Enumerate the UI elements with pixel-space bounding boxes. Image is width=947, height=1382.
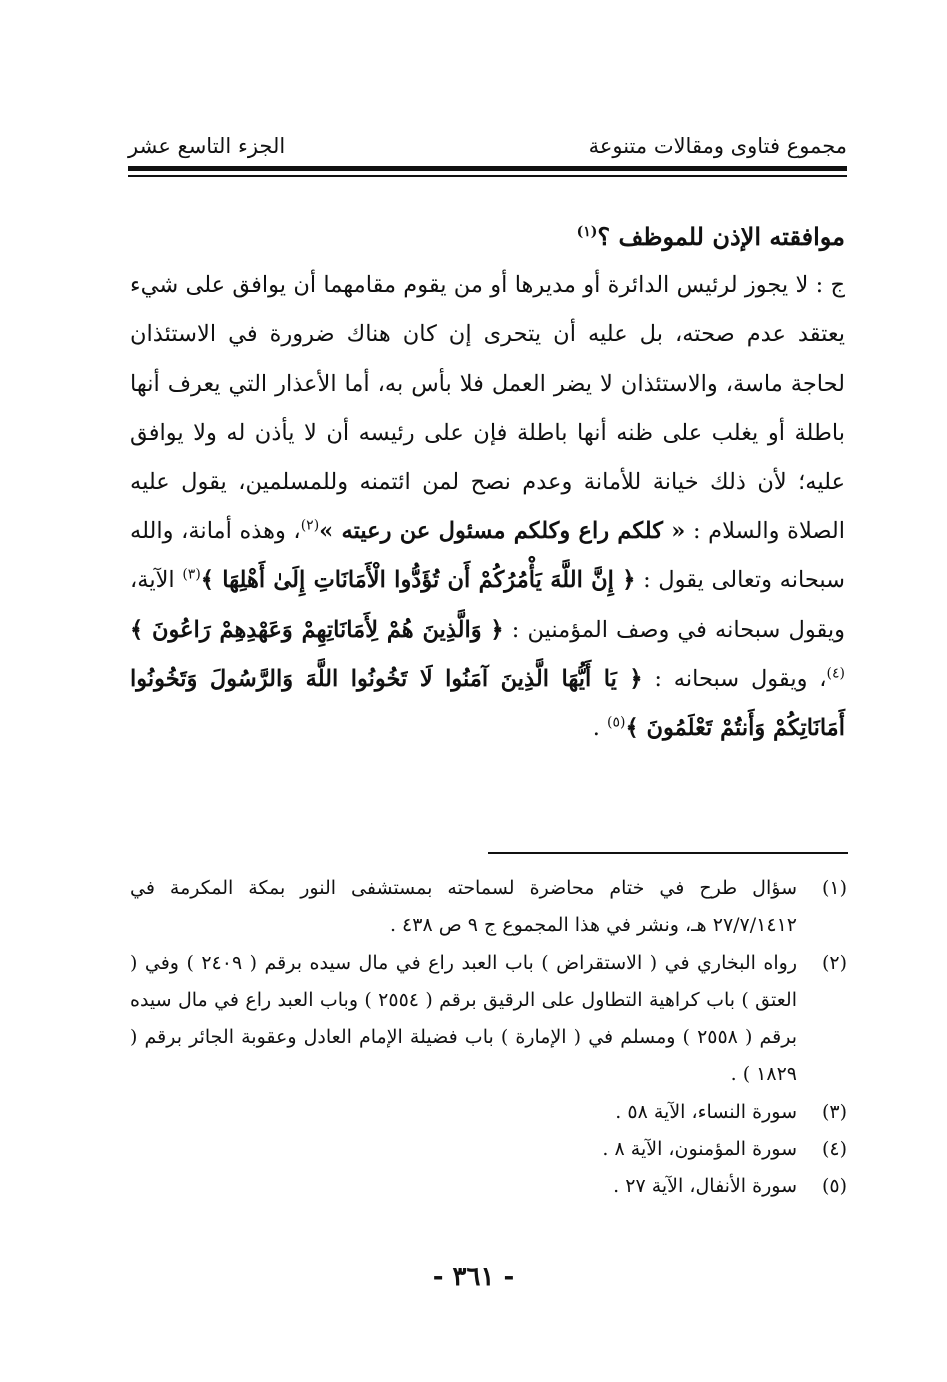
question-text: موافقته الإذن للموظف ؟ [597, 222, 845, 251]
answer-end: . [592, 715, 608, 742]
hadith-quote: « كلكم راع وكلكم مسئول عن رعيته » [319, 518, 686, 545]
footnote-text: رواه البخاري في ( الاستقراض ) باب العبد راع في مال سيده برقم ( ٢٤٠٩ ) وفي ( العتق ) باب كراهية التطاول على الرقيق برقم ( ٢٥٥٤ ) وباب العبد راع في مال سيده برقم ( ٢٥٥٨ ) ومسلم في ( الإمارة ) باب فضيلة الإمام العادل وعقوبة الجائر برقم ( ١٨٢٩ ) . [130, 951, 797, 1086]
header-rule-thin [128, 175, 847, 177]
footnote-ref-3: (٣) [182, 566, 201, 583]
running-header [128, 118, 847, 158]
ayah-1: ﴿ إِنَّ اللَّهَ يَأْمُرُكُمْ أَن تُؤَدُّوا الْأَمَانَاتِ إِلَىٰ أَهْلِهَا ﴾ [200, 567, 636, 594]
answer-part-2: ، وهذه أمانة، والله سبحانه وتعالى يقول : [130, 518, 845, 594]
footnote-ref-1: (١) [576, 224, 598, 240]
footnote-ref-2: (٢) [300, 517, 320, 534]
footnote-number: (١) [821, 877, 847, 899]
footnote-text: سورة الأنفال، الآية ٢٧ . [613, 1175, 797, 1198]
footnote-item [130, 1168, 847, 1205]
footnote-text: سورة المؤمنون، الآية ٨ . [602, 1138, 797, 1161]
footnote-item [130, 945, 847, 1094]
footnote-ref-5: (٥) [607, 714, 626, 731]
ayah-3: ﴿ يَا أَيُّهَا الَّذِينَ آمَنُوا لَا تَخُونُوا اللَّهَ وَالرَّسُولَ وَتَخُونُوا أَمَانَاتِكُمْ وَأَنتُمْ تَعْلَمُونَ ﴾ [130, 665, 845, 742]
answer-part-1: ج : لا يجوز لرئيس الدائرة أو مديرها أو من يقوم مقامهما أن يوافق على شيء يعتقد عدم صحته، بل عليه أن يتحرى إن كان هناك ضرورة في الاستئذان لحاجة ماسة، والاستئذان لا يضر العمل فلا بأس به، أما الأعذار التي يعرف أنها باطلة أو يغلب على ظنه أنها باطلة فإن على رئيسه أن لا يأذن له ولا يوافق عليه؛ لأن ذلك خيانة للأمانة وعدم نصح لمن ائتمنه وللمسلمين، يقول عليه الصلاة والسلام : [130, 272, 845, 545]
footnote-number: (٥) [821, 1175, 847, 1198]
footnote-item [130, 1131, 847, 1168]
footnote-number: (٤) [821, 1138, 847, 1161]
footnote-separator [488, 852, 848, 854]
footnote-item [130, 1094, 847, 1131]
question-heading [130, 212, 845, 261]
ayah-2: ﴿ وَالَّذِينَ هُمْ لِأَمَانَاتِهِمْ وَعَهْدِهِمْ رَاعُونَ ﴾ [130, 616, 504, 643]
footnote-text: سؤال طرح في ختام محاضرة لسماحته بمستشفى النور بمكة المكرمة في ٢٧/٧/١٤١٢ هـ، ونشر في هذا المجموع ج ٩ ص ٤٣٨ . [130, 877, 798, 937]
answer-paragraph [130, 261, 845, 753]
footnote-ref-4: (٤) [826, 665, 846, 682]
part-label: الجزء التاسع عشر [128, 134, 286, 158]
header-rule-thick [128, 166, 847, 171]
book-title: مجموع فتاوى ومقالات متنوعة [588, 134, 847, 158]
footnote-text: سورة النساء، الآية ٥٨ . [615, 1100, 797, 1123]
page-number: - ٣٦١ - [432, 1262, 515, 1292]
footnote-number: (٣) [821, 1100, 847, 1123]
footnotes [130, 870, 847, 1206]
main-text [130, 212, 845, 753]
footnote-item [130, 870, 847, 945]
answer-part-3: الآية، ويقول سبحانه في وصف المؤمنين : [130, 567, 845, 643]
footnote-number: (٢) [821, 951, 847, 974]
answer-part-4: ، ويقول سبحانه : [654, 665, 827, 692]
